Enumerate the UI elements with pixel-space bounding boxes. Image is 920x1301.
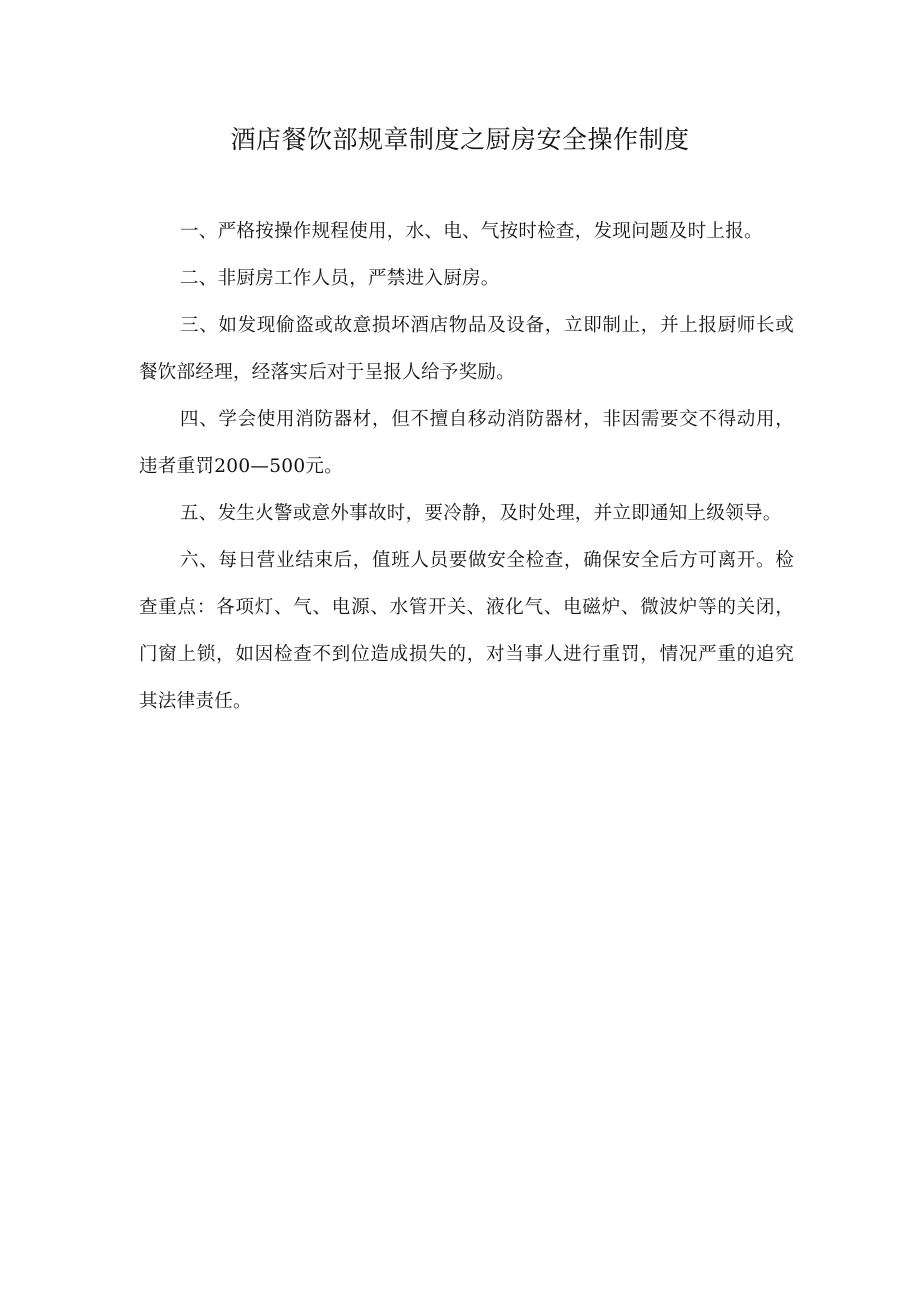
rule-paragraph-3: 三、如发现偷盗或故意损坏酒店物品及设备，立即制止，并上报厨师长或餐饮部经理，经落实后对于呈报人给予奖励。 bbox=[139, 315, 794, 383]
rule-paragraph-5: 五、发生火警或意外事故时，要冷静，及时处理，并立即通知上级领导。 bbox=[180, 503, 782, 524]
document-body bbox=[139, 208, 794, 725]
rule-paragraph-1: 一、严格按操作规程使用，水、电、气按时检查，发现问题及时上报。 bbox=[180, 221, 763, 242]
rule-paragraph-6: 六、每日营业结束后，值班人员要做安全检查，确保安全后方可离开。检查重点：各项灯、气、电源、水管开关、液化气、电磁炉、微波炉等的关闭，门窗上锁，如因检查不到位造成损失的，对当事人进行重罚，情况严重的追究其法律责任。 bbox=[139, 550, 794, 712]
rule-paragraph-2: 二、非厨房工作人员，严禁进入厨房。 bbox=[180, 268, 500, 289]
document-title: 酒店餐饮部规章制度之厨房安全操作制度 bbox=[230, 125, 690, 154]
rule-paragraph-4: 四、学会使用消防器材，但不擅自移动消防器材，非因需要交不得动用，违者重罚200—500元。 bbox=[139, 409, 794, 477]
